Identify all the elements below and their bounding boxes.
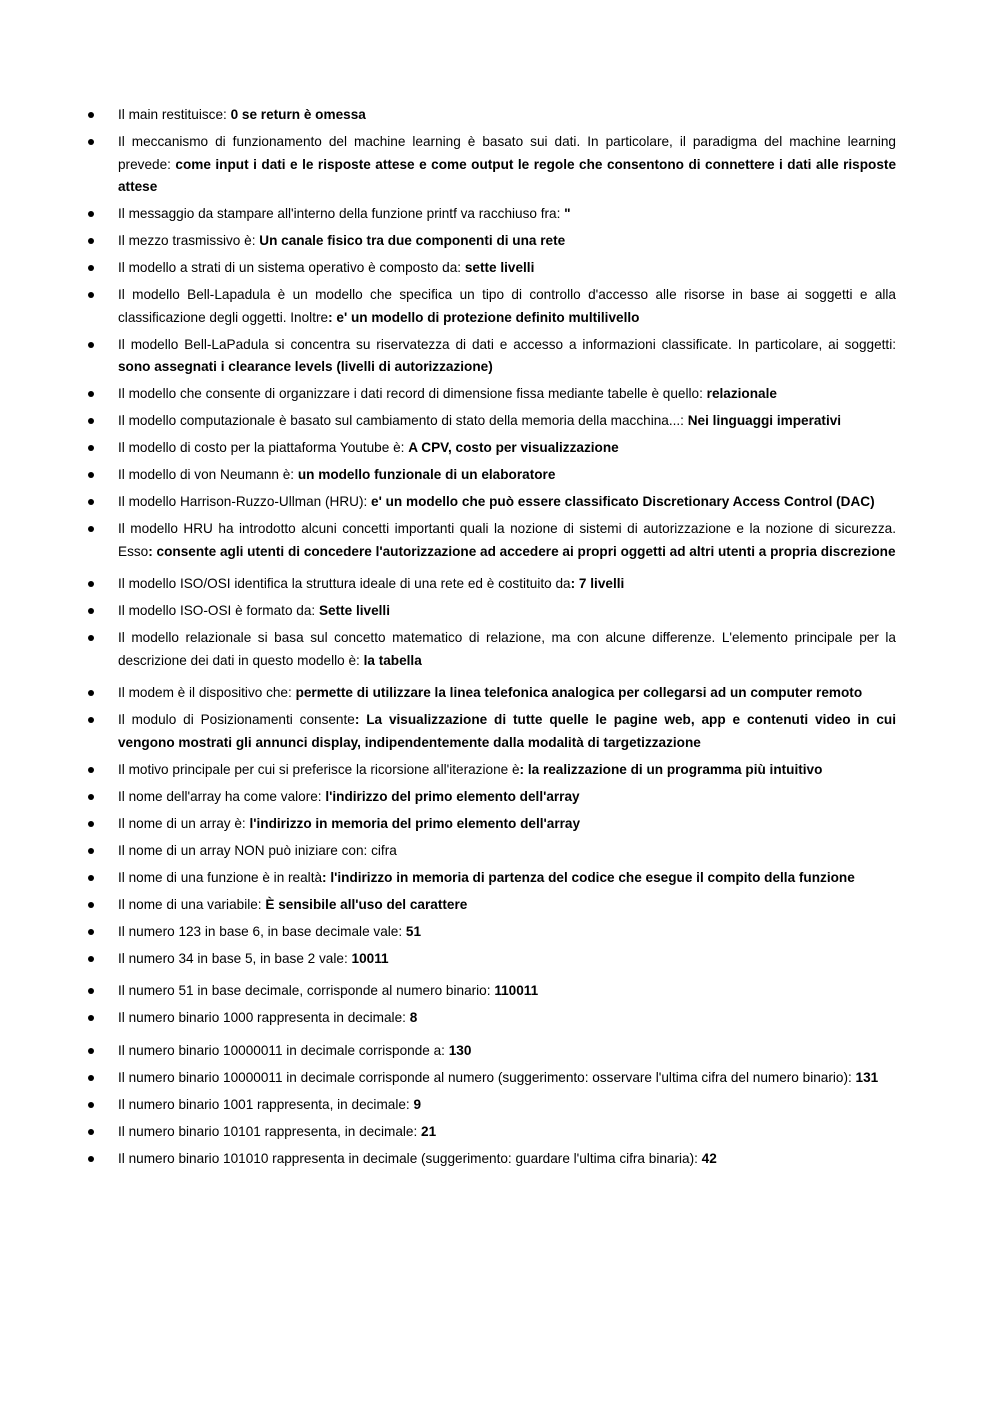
bullet-icon [88,238,94,244]
question-text: Il modello relazionale si basa sul concetto matematico di relazione, ma con alcune differenze. L'elemento principale per la descrizione dei dati in questo modello è: [118,630,896,668]
question-text: Il numero binario 1001 rappresenta, in decimale: [118,1096,414,1112]
list-item [88,1007,896,1030]
question-text: Il numero 51 in base decimale, corrisponde al numero binario: [118,983,495,998]
answer-text: " [564,206,571,221]
list-item [88,1121,896,1144]
question-answer-list [88,104,896,1175]
bullet-icon [88,472,94,478]
list-item [88,383,896,406]
list-item [88,464,896,487]
question-text: Il nome di una variabile: [118,896,266,912]
answer-text: Un canale fisico tra due componenti di una rete [259,233,566,248]
question-text: Il modello ISO/OSI identifica la struttura ideale di una rete ed è costituito da [118,576,571,591]
bullet-icon [88,767,94,773]
question-text: Il modello ISO-OSI è formato da: [118,603,319,618]
bullet-icon [88,211,94,217]
list-item [88,257,896,280]
bullet-icon [88,1129,94,1135]
list-item [88,410,896,433]
list-item [88,573,896,596]
question-text: Il modello Bell-LaPadula si concentra su riservatezza di dati e accesso a informazioni classificate. In particolare, ai soggetti: [118,336,896,352]
answer-text: : e' un modello di protezione definito multilivello [328,309,640,325]
list-item [88,203,896,226]
list-item [88,921,896,944]
list-item [88,867,896,890]
answer-text: 42 [701,1150,717,1166]
bullet-icon [88,608,94,614]
answer-text: 9 [413,1096,422,1112]
list-item [88,131,896,199]
answer-text: Sette livelli [318,603,390,618]
bullet-icon [88,418,94,424]
list-item [88,1040,896,1063]
answer-text: È sensibile all'uso del carattere [265,896,468,912]
question-text: Il meccanismo di funzionamento del machine learning è basato sui dati. In particolare, il paradigma del machine learning prevede: [118,134,896,172]
list-item [88,1094,896,1117]
bullet-icon [88,265,94,271]
question-text: Il modulo di Posizionamenti consente [118,712,355,727]
question-text: Il nome di un array NON può iniziare con: cifra [118,842,397,858]
list-item [88,437,896,460]
list-item [88,627,896,672]
list-item [88,894,896,917]
bullet-icon [88,139,94,145]
bullet-icon [88,526,94,532]
bullet-icon [88,690,94,696]
bullet-icon [88,292,94,298]
list-item [88,284,896,329]
answer-text: un modello funzionale di un elaboratore [297,467,556,482]
question-text: Il nome di un array è: [118,815,250,831]
question-text: Il modello a strati di un sistema operativo è composto da: [118,260,465,275]
list-item [88,1067,896,1090]
bullet-icon [88,581,94,587]
answer-text: 8 [409,1010,418,1025]
bullet-icon [88,794,94,800]
answer-text: : la realizzazione di un programma più intuitivo [519,761,823,777]
list-item [88,334,896,379]
list-item [88,682,896,705]
bullet-icon [88,929,94,935]
answer-text: relazionale [706,386,777,401]
list-item [88,840,896,863]
answer-text: l'indirizzo del primo elemento dell'array [325,788,580,804]
answer-text: permette di utilizzare la linea telefonica analogica per collegarsi ad un computer remoto [295,685,863,700]
question-text: Il modello di von Neumann è: [118,467,298,482]
question-text: Il motivo principale per cui si preferisce la ricorsione all'iterazione è [118,761,520,777]
bullet-icon [88,1015,94,1021]
list-item [88,518,896,563]
answer-text: 131 [855,1069,879,1085]
answer-text: e' un modello che può essere classificato Discretionary Access Control (DAC) [371,494,875,509]
question-text: Il modello di costo per la piattaforma Youtube è: [118,440,409,455]
question-text: Il numero binario 10000011 in decimale corrisponde al numero (suggerimento: osservare l'ultima cifra del numero binario): [118,1069,856,1085]
answer-text: : 7 livelli [570,576,625,591]
question-text: Il numero 123 in base 6, in base decimale vale: [118,923,406,939]
question-text: Il modello che consente di organizzare i dati record di dimensione fissa mediante tabelle è quello: [118,386,707,401]
list-item [88,948,896,971]
list-item [88,786,896,809]
bullet-icon [88,635,94,641]
question-text: Il numero binario 10101 rappresenta, in decimale: [118,1123,422,1139]
question-text: Il numero binario 101010 rappresenta in decimale (suggerimento: guardare l'ultima cifra binaria): [118,1150,702,1166]
answer-text: : La visualizzazione di tutte quelle le pagine web, app e contenuti video in cui vengono mostrati gli annunci display, indipendentemente dalla modalità di targetizzazione [118,712,896,750]
list-item [88,230,896,253]
answer-text: Nei linguaggi imperativi [687,413,842,428]
list-item [88,600,896,623]
answer-text: : l'indirizzo in memoria di partenza del codice che esegue il compito della funzione [322,869,855,885]
bullet-icon [88,1102,94,1108]
bullet-icon [88,1075,94,1081]
answer-text: A CPV, costo per visualizzazione [408,440,619,455]
answer-text: 130 [448,1042,472,1058]
answer-text: 110011 [494,983,539,998]
answer-text: : consente agli utenti di concedere l'autorizzazione ad accedere ai propri oggetti ad altri utenti a propria discrezione [148,543,896,559]
answer-text: 51 [405,923,422,939]
bullet-icon [88,499,94,505]
question-text: Il main restituisce: [118,107,231,122]
answer-text: 21 [421,1123,437,1139]
bullet-icon [88,875,94,881]
bullet-icon [88,956,94,962]
list-item [88,1148,896,1171]
list-item [88,709,896,754]
answer-text: sette livelli [464,260,535,275]
question-text: Il modello Harrison-Ruzzo-Ullman (HRU): [118,494,372,509]
list-item [88,104,896,127]
bullet-icon [88,848,94,854]
list-item [88,491,896,514]
answer-text: 10011 [351,950,389,966]
question-text: Il messaggio da stampare all'interno della funzione printf va racchiuso fra: [118,206,565,221]
bullet-icon [88,988,94,994]
answer-text: la tabella [363,652,422,668]
bullet-icon [88,717,94,723]
question-text: Il modello HRU ha introdotto alcuni concetti importanti quali la nozione di sistemi di autorizzazione e la nozione di sicurezza. Esso [118,521,896,559]
question-text: Il nome di una funzione è in realtà [118,869,323,885]
question-text: Il modello computazionale è basato sul cambiamento di stato della memoria della macchina...: [118,413,688,428]
bullet-icon [88,902,94,908]
question-text: Il mezzo trasmissivo è: [118,233,260,248]
bullet-icon [88,445,94,451]
list-item [88,980,896,1003]
answer-text: sono assegnati i clearance levels (livelli di autorizzazione) [118,359,493,374]
question-text: Il numero binario 1000 rappresenta in decimale: [118,1010,410,1025]
list-item [88,813,896,836]
answer-text: l'indirizzo in memoria del primo elemento dell'array [249,815,581,831]
list-item [88,759,896,782]
bullet-icon [88,391,94,397]
answer-text: 0 se return è omessa [230,107,366,122]
question-text: Il modello Bell-Lapadula è un modello che specifica un tipo di controllo d'accesso alle risorse in base ai soggetti e alla classificazione degli oggetti. Inoltre [118,287,896,325]
question-text: Il numero 34 in base 5, in base 2 vale: [118,950,352,966]
bullet-icon [88,1156,94,1162]
bullet-icon [88,1048,94,1054]
bullet-icon [88,342,94,348]
question-text: Il numero binario 10000011 in decimale corrisponde a: [118,1042,449,1058]
question-text: Il nome dell'array ha come valore: [118,788,326,804]
bullet-icon [88,821,94,827]
bullet-icon [88,112,94,118]
answer-text: come input i dati e le risposte attese e come output le regole che consentono di connettere i dati alle risposte attese [118,156,896,194]
question-text: Il modem è il dispositivo che: [118,685,296,700]
